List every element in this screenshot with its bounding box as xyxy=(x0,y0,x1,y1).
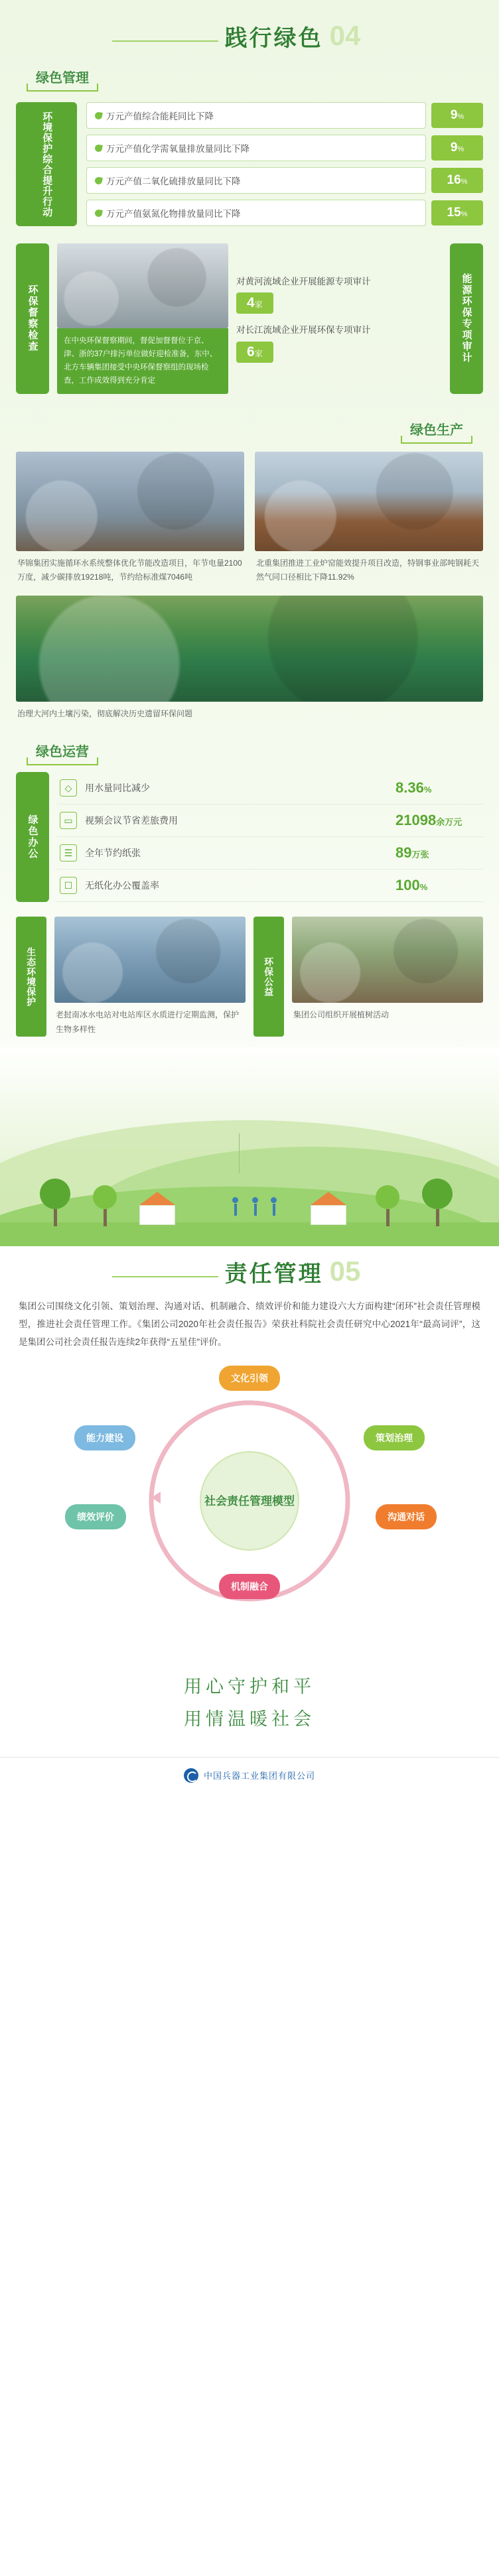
section-05-paragraph: 集团公司围绕文化引领、策划治理、沟通对话、机制融合、绩效评价和能力建设六大方面构建“闭环”社会责任管理模型，推进社会责任管理工作。《集团公司2020年社会责任报告》荣获社科院社会责任研究中心2021年“最高词评”，这是集团公司社会责任报告连续2年获得“五星佳”评价。 xyxy=(19,1301,480,1348)
green-operation-heading: 绿色运营 xyxy=(27,738,98,765)
person-body-icon xyxy=(273,1204,275,1216)
kpi-label xyxy=(86,102,426,129)
tree-icon xyxy=(93,1185,117,1226)
green-office-label-cell: 视频会议节省差旅费用 xyxy=(85,815,178,826)
kpi-value-unit: % xyxy=(457,113,464,121)
tree-trunk-icon xyxy=(386,1209,390,1226)
slogan-block xyxy=(0,1647,499,1742)
eco-public-welfare-label xyxy=(253,917,284,1037)
section-04-title-row xyxy=(0,20,499,52)
section-04 xyxy=(0,0,499,1253)
soil-photo xyxy=(16,596,483,702)
house-roof-icon xyxy=(311,1192,346,1205)
green-office-block xyxy=(0,769,499,914)
kpi-row xyxy=(86,200,483,226)
kpi-label-text: 万元产值二氧化硫排放量同比下降 xyxy=(106,176,241,186)
section-05-number: 05 xyxy=(329,1256,361,1287)
house-body-icon xyxy=(311,1205,346,1225)
water-drop-icon: ◇ xyxy=(60,779,77,797)
eco-public-welfare-label-text: 环保公益 xyxy=(263,956,275,997)
inspection-photo-card xyxy=(57,243,228,394)
video-camera-icon: ▭ xyxy=(60,812,77,829)
eco-block xyxy=(0,914,499,1047)
cycle-node-performance[interactable]: 绩效评价 xyxy=(65,1504,126,1529)
audit-item-unit: 家 xyxy=(254,300,263,310)
slogan-line-1: 用心守护和平 xyxy=(184,1677,315,1697)
audit-items xyxy=(236,243,442,394)
eco-protection-label xyxy=(16,917,46,1037)
footer xyxy=(0,1757,499,1796)
inspection-photo xyxy=(57,243,228,328)
tree-crown-icon xyxy=(376,1185,399,1209)
kpi-value-number: 16 xyxy=(447,173,461,187)
green-office-value xyxy=(395,877,480,894)
person-body-icon xyxy=(254,1204,257,1216)
kpi-value-unit: % xyxy=(461,210,468,218)
kpi-rows xyxy=(86,102,483,226)
eco-protection-label-text: 生态环境保护 xyxy=(26,946,37,1007)
inspection-photo-caption: 在中央环保督察期间，督促加督督位于京、津、浙的37户排污单位做好迎检准备，东中、北方车辆集团接受中央环保督察组的现场检查，工作成效得到充分肯定 xyxy=(57,328,228,394)
audit-item-value xyxy=(236,342,273,363)
kpi-side-label xyxy=(16,102,77,226)
kpi-value xyxy=(431,200,483,225)
kpi-label xyxy=(86,135,426,161)
green-office-row xyxy=(57,805,483,837)
tree-trunk-icon xyxy=(104,1209,107,1226)
furnace-photo-caption: 北重集团推进工业炉窑能效提升项目改造，特钢事业部吨钢耗天然气同口径相比下降11.92% xyxy=(256,558,480,582)
tree-crown-icon xyxy=(422,1179,453,1209)
photo-placeholder-plant xyxy=(16,452,244,551)
person-figure-icon xyxy=(232,1197,238,1216)
kpi-block xyxy=(0,98,499,243)
leaf-icon xyxy=(94,144,103,153)
person-head-icon xyxy=(252,1197,258,1203)
kpi-label-text: 万元产值综合能耗同比下降 xyxy=(106,111,214,121)
responsibility-cycle-diagram xyxy=(37,1362,462,1640)
kpi-value-number: 9 xyxy=(450,141,458,155)
green-production-heading-wrap xyxy=(0,410,499,446)
green-office-value-number: 100 xyxy=(395,877,420,894)
eco-right-col xyxy=(292,917,483,1037)
cycle-node-planning[interactable]: 策划治理 xyxy=(364,1425,425,1450)
footer-company-name: 中国兵器工业集团有限公司 xyxy=(203,1771,315,1781)
kpi-value-number: 15 xyxy=(447,206,461,220)
kpi-side-label-text: 环境保护综合提升行动 xyxy=(41,111,53,218)
green-office-label-cell: 全年节约纸张 xyxy=(85,848,141,859)
title-divider-left xyxy=(112,40,218,42)
tree-trunk-icon xyxy=(54,1209,57,1226)
cycle-node-dialogue[interactable]: 沟通对话 xyxy=(376,1504,437,1529)
slogan-line-2: 用情温暖社会 xyxy=(184,1709,315,1730)
leaf-icon xyxy=(94,111,103,120)
cycle-node-capability[interactable]: 能力建设 xyxy=(74,1425,135,1450)
kpi-label-text: 万元产值化学需氧量排放量同比下降 xyxy=(106,144,250,154)
house-icon xyxy=(311,1192,346,1225)
tree-icon xyxy=(376,1185,399,1226)
audit-item-number: 6 xyxy=(247,344,255,359)
title-divider-left-05 xyxy=(112,1276,218,1277)
green-office-value xyxy=(395,812,480,829)
green-office-row xyxy=(57,837,483,869)
kite-string-icon xyxy=(239,1133,240,1173)
cycle-center-label: 社会责任管理模型 xyxy=(200,1451,299,1551)
kpi-value-unit: % xyxy=(457,145,464,153)
paper-icon: ☰ xyxy=(60,844,77,862)
green-management-heading-wrap xyxy=(0,52,499,98)
green-office-value-number: 21098 xyxy=(395,812,437,829)
tree-trunk-icon xyxy=(436,1209,439,1226)
boat-photo-caption: 老挝南冰水电站对电站库区水质进行定期监测，保护生物多样性 xyxy=(56,1010,240,1034)
kpi-value xyxy=(431,103,483,128)
photo-placeholder-meeting xyxy=(57,243,228,328)
section-04-title: 践行绿色 xyxy=(224,26,323,51)
green-office-value-number: 89 xyxy=(395,844,412,862)
house-roof-icon xyxy=(139,1192,175,1205)
green-production-photos xyxy=(0,446,499,592)
kpi-row xyxy=(86,167,483,194)
tree-icon xyxy=(422,1179,453,1226)
illustration-band xyxy=(0,1047,499,1246)
cycle-node-culture[interactable]: 文化引领 xyxy=(219,1366,280,1391)
section-05-title: 责任管理 xyxy=(224,1261,323,1287)
kpi-label xyxy=(86,200,426,226)
audit-block xyxy=(0,243,499,410)
green-office-label xyxy=(16,772,49,902)
audit-item-number: 4 xyxy=(247,295,255,311)
photo-placeholder-boat xyxy=(54,917,246,1003)
tree-crown-icon xyxy=(40,1179,70,1209)
green-management-heading: 绿色管理 xyxy=(27,64,98,92)
tree-planting-photo xyxy=(292,917,483,1003)
kpi-value xyxy=(431,135,483,161)
green-office-rows xyxy=(57,772,483,902)
green-office-row xyxy=(57,869,483,902)
kpi-value xyxy=(431,168,483,193)
photo-placeholder-tree-planting xyxy=(292,917,483,1003)
kpi-label-text: 万元产值氨氮化物排放量同比下降 xyxy=(106,209,241,219)
plant-photo-caption: 华锦集团实施循环水系统整体优化节能改造项目，年节电量2100万度，减少碳排放19218吨，节约给标准煤7046吨 xyxy=(17,558,242,582)
green-office-value xyxy=(395,844,480,862)
soil-remediation-block xyxy=(0,592,499,734)
person-figure-icon xyxy=(252,1197,258,1216)
house-body-icon xyxy=(139,1205,175,1225)
green-office-value-unit: % xyxy=(423,785,432,795)
person-figure-icon xyxy=(271,1197,277,1216)
photo-placeholder-pond xyxy=(16,596,483,702)
photo-placeholder-furnace xyxy=(255,452,483,551)
env-inspection-label xyxy=(16,243,49,394)
green-production-right xyxy=(255,452,483,585)
kpi-value-unit: % xyxy=(461,178,468,186)
cycle-node-mechanism[interactable]: 机制融合 xyxy=(219,1574,280,1599)
person-head-icon xyxy=(271,1197,277,1203)
section-05 xyxy=(0,1253,499,1795)
monitor-icon: ☐ xyxy=(60,877,77,894)
audit-item xyxy=(236,323,442,363)
energy-audit-label-text: 能源环保专项审计 xyxy=(461,273,472,364)
kpi-row xyxy=(86,102,483,129)
env-inspection-label-text: 环保督察检查 xyxy=(27,285,38,353)
audit-item-text: 对黄河流域企业开展能源专项审计 xyxy=(236,276,371,287)
norinco-logo-icon xyxy=(184,1768,198,1783)
green-office-value-unit: 万张 xyxy=(411,850,429,860)
section-04-number: 04 xyxy=(329,20,361,51)
leaf-icon xyxy=(94,209,103,218)
leaf-icon xyxy=(94,176,103,185)
kpi-row xyxy=(86,135,483,161)
audit-item-value xyxy=(236,292,273,314)
tree-crown-icon xyxy=(93,1185,117,1209)
green-office-value-unit: 余万元 xyxy=(436,817,463,828)
person-head-icon xyxy=(232,1197,238,1203)
green-office-label-text: 绿色办公 xyxy=(27,814,38,860)
tree-icon xyxy=(40,1179,70,1226)
audit-item xyxy=(236,275,442,314)
green-production-left xyxy=(16,452,244,585)
energy-audit-label xyxy=(450,243,483,394)
green-office-value-number: 8.36 xyxy=(395,779,424,797)
green-operation-heading-wrap xyxy=(0,733,499,769)
section-05-title-row xyxy=(0,1256,499,1288)
green-production-heading: 绿色生产 xyxy=(401,417,472,444)
soil-photo-caption: 治理大河内土壤污染，彻底解决历史遗留环保问题 xyxy=(17,708,193,718)
kpi-label xyxy=(86,167,426,194)
house-icon xyxy=(139,1192,175,1225)
green-office-label-cell: 用水量同比减少 xyxy=(85,783,150,794)
green-office-row xyxy=(57,772,483,805)
audit-item-unit: 家 xyxy=(254,348,263,358)
boat-photo xyxy=(54,917,246,1003)
tree-planting-caption: 集团公司组织开展植树活动 xyxy=(293,1010,390,1020)
person-body-icon xyxy=(234,1204,237,1216)
furnace-photo xyxy=(255,452,483,551)
plant-photo xyxy=(16,452,244,551)
audit-item-text: 对长江流域企业开展环保专项审计 xyxy=(236,325,371,336)
kpi-value-number: 9 xyxy=(450,108,458,122)
green-office-value-unit: % xyxy=(419,882,428,893)
green-office-label-cell: 无纸化办公覆盖率 xyxy=(85,880,159,891)
green-office-value xyxy=(395,779,480,797)
eco-left-col xyxy=(54,917,246,1037)
